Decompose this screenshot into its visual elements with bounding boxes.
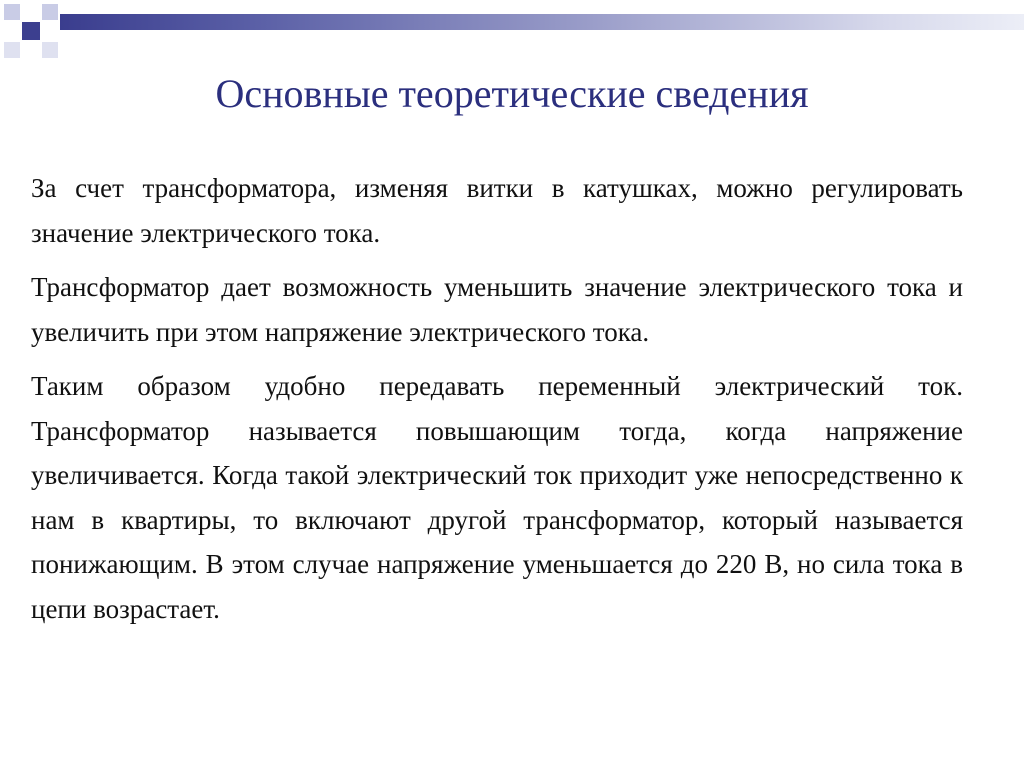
header-gradient-bar <box>60 14 1024 30</box>
slide-title: Основные теоретические сведения <box>215 71 809 116</box>
paragraph: Трансформатор дает возможность уменьшить значение электрического тока и увеличить при этом напряжение электрического тока. <box>31 272 963 347</box>
decor-square <box>42 42 58 58</box>
decor-square <box>22 22 40 40</box>
slide-body <box>31 166 963 641</box>
decor-square <box>4 42 20 58</box>
paragraph: Таким образом удобно передавать переменный электрический ток. Трансформатор называется повышающим тогда, когда напряжение увеличивается. Когда такой электрический ток приходит уже непосредственно к нам в квартиры, то включают другой трансформатор, который называется понижающим. В этом случае напряжение уменьшается до 220 В, но сила тока в цепи возрастает. <box>31 371 963 624</box>
paragraph: За счет трансформатора, изменяя витки в катушках, можно регулировать значение электрического тока. <box>31 173 963 248</box>
decor-square <box>4 4 20 20</box>
decor-square <box>42 4 58 20</box>
